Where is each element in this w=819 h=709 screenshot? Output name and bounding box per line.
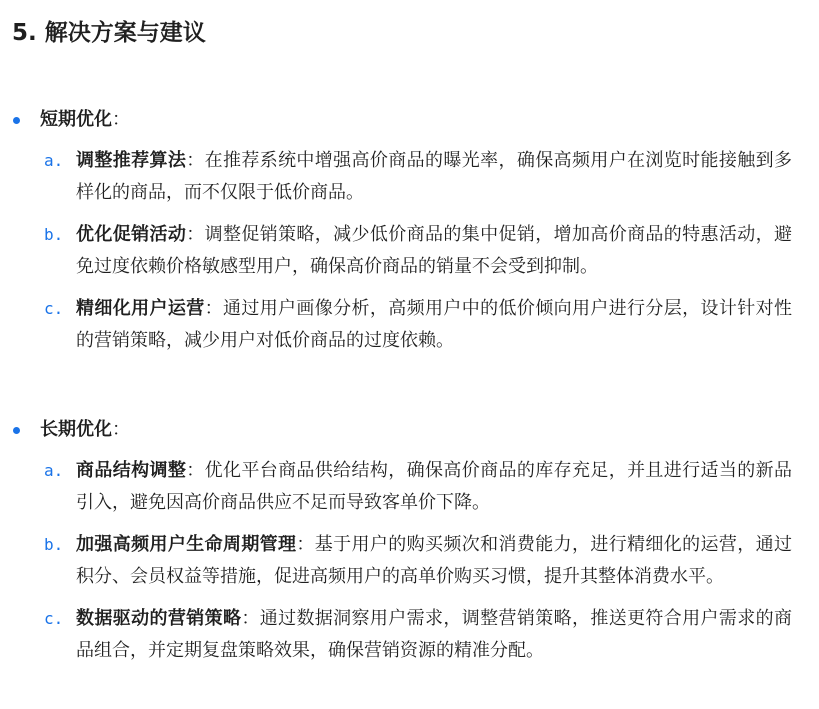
list-item-title: 加强高频用户生命周期管理 xyxy=(76,534,297,555)
list-marker: a. xyxy=(44,461,64,480)
list-item-sep: ： xyxy=(204,298,223,319)
list-item-title: 数据驱动的营销策略 xyxy=(76,608,242,629)
list-item-sep: ： xyxy=(186,150,205,171)
list-item-sep: ： xyxy=(241,608,260,629)
list-item-body xyxy=(76,293,792,357)
list-item-text: 调整促销策略，减少低价商品的集中促销，增加高价商品的特惠活动，避免过度依赖价格敏感型用户，确保高价商品的销量不会受到抑制。 xyxy=(76,224,793,277)
list-item-sep: ： xyxy=(186,460,205,481)
list-item-text: 在推荐系统中增强高价商品的曝光率，确保高频用户在浏览时能接触到多样化的商品，而不仅限于低价商品。 xyxy=(76,150,793,203)
list-item-body xyxy=(76,529,792,593)
bullet-item xyxy=(0,414,819,446)
bullet-dot-icon xyxy=(13,117,20,124)
list-item-body xyxy=(76,145,792,209)
bullet-title: 短期优化 xyxy=(40,109,112,130)
list-item-title: 精细化用户运营 xyxy=(76,298,205,319)
list-item xyxy=(0,219,819,283)
bullet-title: 长期优化 xyxy=(40,419,112,440)
bullet-section-short-term xyxy=(0,104,819,357)
bullet-colon: ： xyxy=(112,419,130,440)
list-item-sep: ： xyxy=(296,534,315,555)
list-item-title: 调整推荐算法 xyxy=(76,150,187,171)
list-marker: c. xyxy=(44,609,64,628)
bullet-section-long-term xyxy=(0,414,819,667)
list-item-body xyxy=(76,603,792,667)
list-item-sep: ： xyxy=(186,224,205,245)
bullet-item xyxy=(0,104,819,136)
list-item xyxy=(0,293,819,357)
bullet-label xyxy=(40,104,130,136)
list-item-title: 优化促销活动 xyxy=(76,224,187,245)
list-marker: b. xyxy=(44,535,64,554)
list-item-text: 基于用户的购买频次和消费能力，进行精细化的运营，通过积分、会员权益等措施，促进高频用户的高单价购买习惯，提升其整体消费水平。 xyxy=(76,534,793,587)
list-item-text: 优化平台商品供给结构，确保高价商品的库存充足，并且进行适当的新品引入，避免因高价商品供应不足而导致客单价下降。 xyxy=(76,460,793,513)
list-item xyxy=(0,529,819,593)
list-item-text: 通过用户画像分析，高频用户中的低价倾向用户进行分层，设计针对性的营销策略，减少用户对低价商品的过度依赖。 xyxy=(76,298,793,351)
list-item xyxy=(0,603,819,667)
list-marker: b. xyxy=(44,225,64,244)
list-item xyxy=(0,455,819,519)
list-marker: a. xyxy=(44,151,64,170)
bullet-colon: ： xyxy=(112,109,130,130)
sub-list xyxy=(0,455,819,667)
list-item xyxy=(0,145,819,209)
bullet-dot-icon xyxy=(13,427,20,434)
list-item-title: 商品结构调整 xyxy=(76,460,187,481)
list-marker: c. xyxy=(44,299,64,318)
list-item-text: 通过数据洞察用户需求，调整营销策略，推送更符合用户需求的商品组合，并定期复盘策略效果，确保营销资源的精准分配。 xyxy=(76,608,793,661)
list-item-body xyxy=(76,219,792,283)
sub-list xyxy=(0,145,819,357)
list-item-body xyxy=(76,455,792,519)
bullet-label xyxy=(40,414,130,446)
section-heading: 5. 解决方案与建议 xyxy=(12,20,206,46)
